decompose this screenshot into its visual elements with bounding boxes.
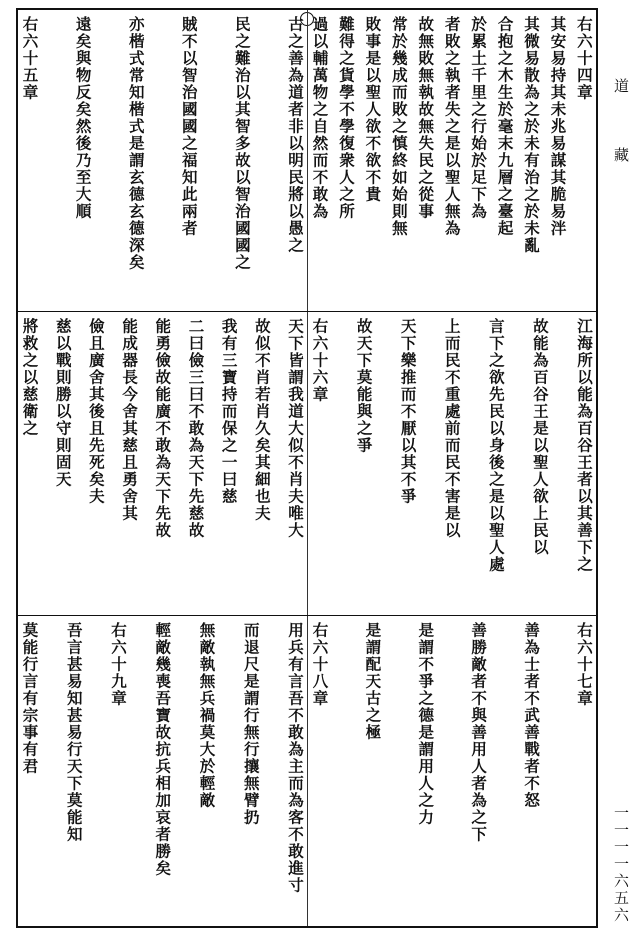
text-column: 莫能行言有宗事有君 [20,622,40,775]
text-column: 賊不以智治國國之福知此兩者 [179,16,199,237]
chapter-heading: 右六十七章 [574,622,594,707]
text-column: 上而民不重處前而民不害是以 [442,318,462,539]
band-2-right-half [307,312,596,615]
band-3-right-half [307,616,596,926]
text-column: 我有三寶持而保之一曰慈 [219,318,239,505]
text-column: 天下皆謂我道大似不肖夫唯大 [286,318,305,539]
text-column: 善為士者不武善戰者不怒 [522,622,542,809]
text-column: 將救之以慈衛之 [20,318,40,437]
text-column: 言下之欲先民以身後之是以聖人處 [486,318,506,573]
text-band-2 [18,312,596,616]
band-1-left-half [18,10,307,311]
band-2-left-half [18,312,307,615]
text-column: 遠矣與物反矣然後乃至大順 [73,16,93,220]
text-column: 能勇儉故能廣不敢為天下先故 [153,318,173,539]
text-column: 故天下莫能與之爭 [354,318,374,454]
text-column: 者敗之執者失之是以聖人無為 [442,16,462,237]
text-band-1 [18,10,596,312]
text-column: 天下樂推而不厭以其不爭 [398,318,418,505]
text-column: 敗事是以聖人欲不欲不貴 [363,16,383,203]
band-3-left-half [18,616,307,926]
right-margin [600,0,640,936]
text-column: 古之善為道者非以明民將以愚之 [285,16,305,254]
text-column: 無敵執無兵禍莫大於輕敵 [197,622,217,809]
text-column: 亦楷式常知楷式是謂玄德玄德深矣 [126,16,146,271]
text-column: 二曰儉三曰不敢為天下先慈故 [186,318,206,539]
text-column: 其安易持其未兆易謀其脆易泮 [548,16,568,237]
text-column: 故無敗無執故無失民之從事 [416,16,436,220]
text-column: 常於幾成而敗之慎終如始則無 [389,16,409,237]
band-1-right-half [307,10,596,311]
chapter-heading: 右六十九章 [109,622,128,707]
text-column: 是謂配天古之極 [363,622,383,741]
page-frame [16,8,598,928]
text-column: 慈以戰則勝以守則固天 [53,318,73,488]
page-number: 一一一一六五六 [612,805,630,924]
text-column: 過以輔萬物之自然而不敢為 [310,16,330,220]
collection-title: 道 藏 [612,78,630,180]
chapter-heading: 右六十八章 [310,622,330,707]
text-column: 其微易散為之於未有治之於未亂 [522,16,541,254]
text-column: 吾言甚易知甚易行天下莫能知 [64,622,84,843]
text-column: 是謂不爭之德是謂用人之力 [416,622,436,826]
text-column: 用兵有言吾不敢為主而為客不敢進寸 [286,622,305,894]
text-band-3 [18,616,596,926]
text-column: 於累土千里之行始於足下為 [469,16,489,220]
text-column: 輕敵幾喪吾寶故抗兵相加哀者勝矣 [153,622,173,877]
text-column: 而退尺是謂行無行攘無臂扔 [241,622,261,826]
text-column: 儉且廣舍其後且先死矣夫 [86,318,106,505]
text-column: 江海所以能為百谷王者以其善下之 [574,318,594,573]
text-column: 右六十四章 [574,16,594,101]
chapter-heading: 右六十五章 [20,16,40,101]
text-column: 故能為百谷王是以聖人欲上民以 [530,318,550,556]
text-column: 民之難治以其智多故以智治國國之 [232,16,252,271]
chapter-heading: 右六十六章 [310,318,330,403]
text-column: 善勝敵者不與善用人者為之下 [469,622,489,843]
text-column: 能成器長今舍其慈且勇舍其 [120,318,140,522]
text-column: 故似不肖若肖久矣其細也夫 [252,318,272,522]
text-column: 合抱之木生於毫末九層之臺起 [495,16,515,237]
text-column: 難得之貨學不學復衆人之所 [336,16,356,220]
